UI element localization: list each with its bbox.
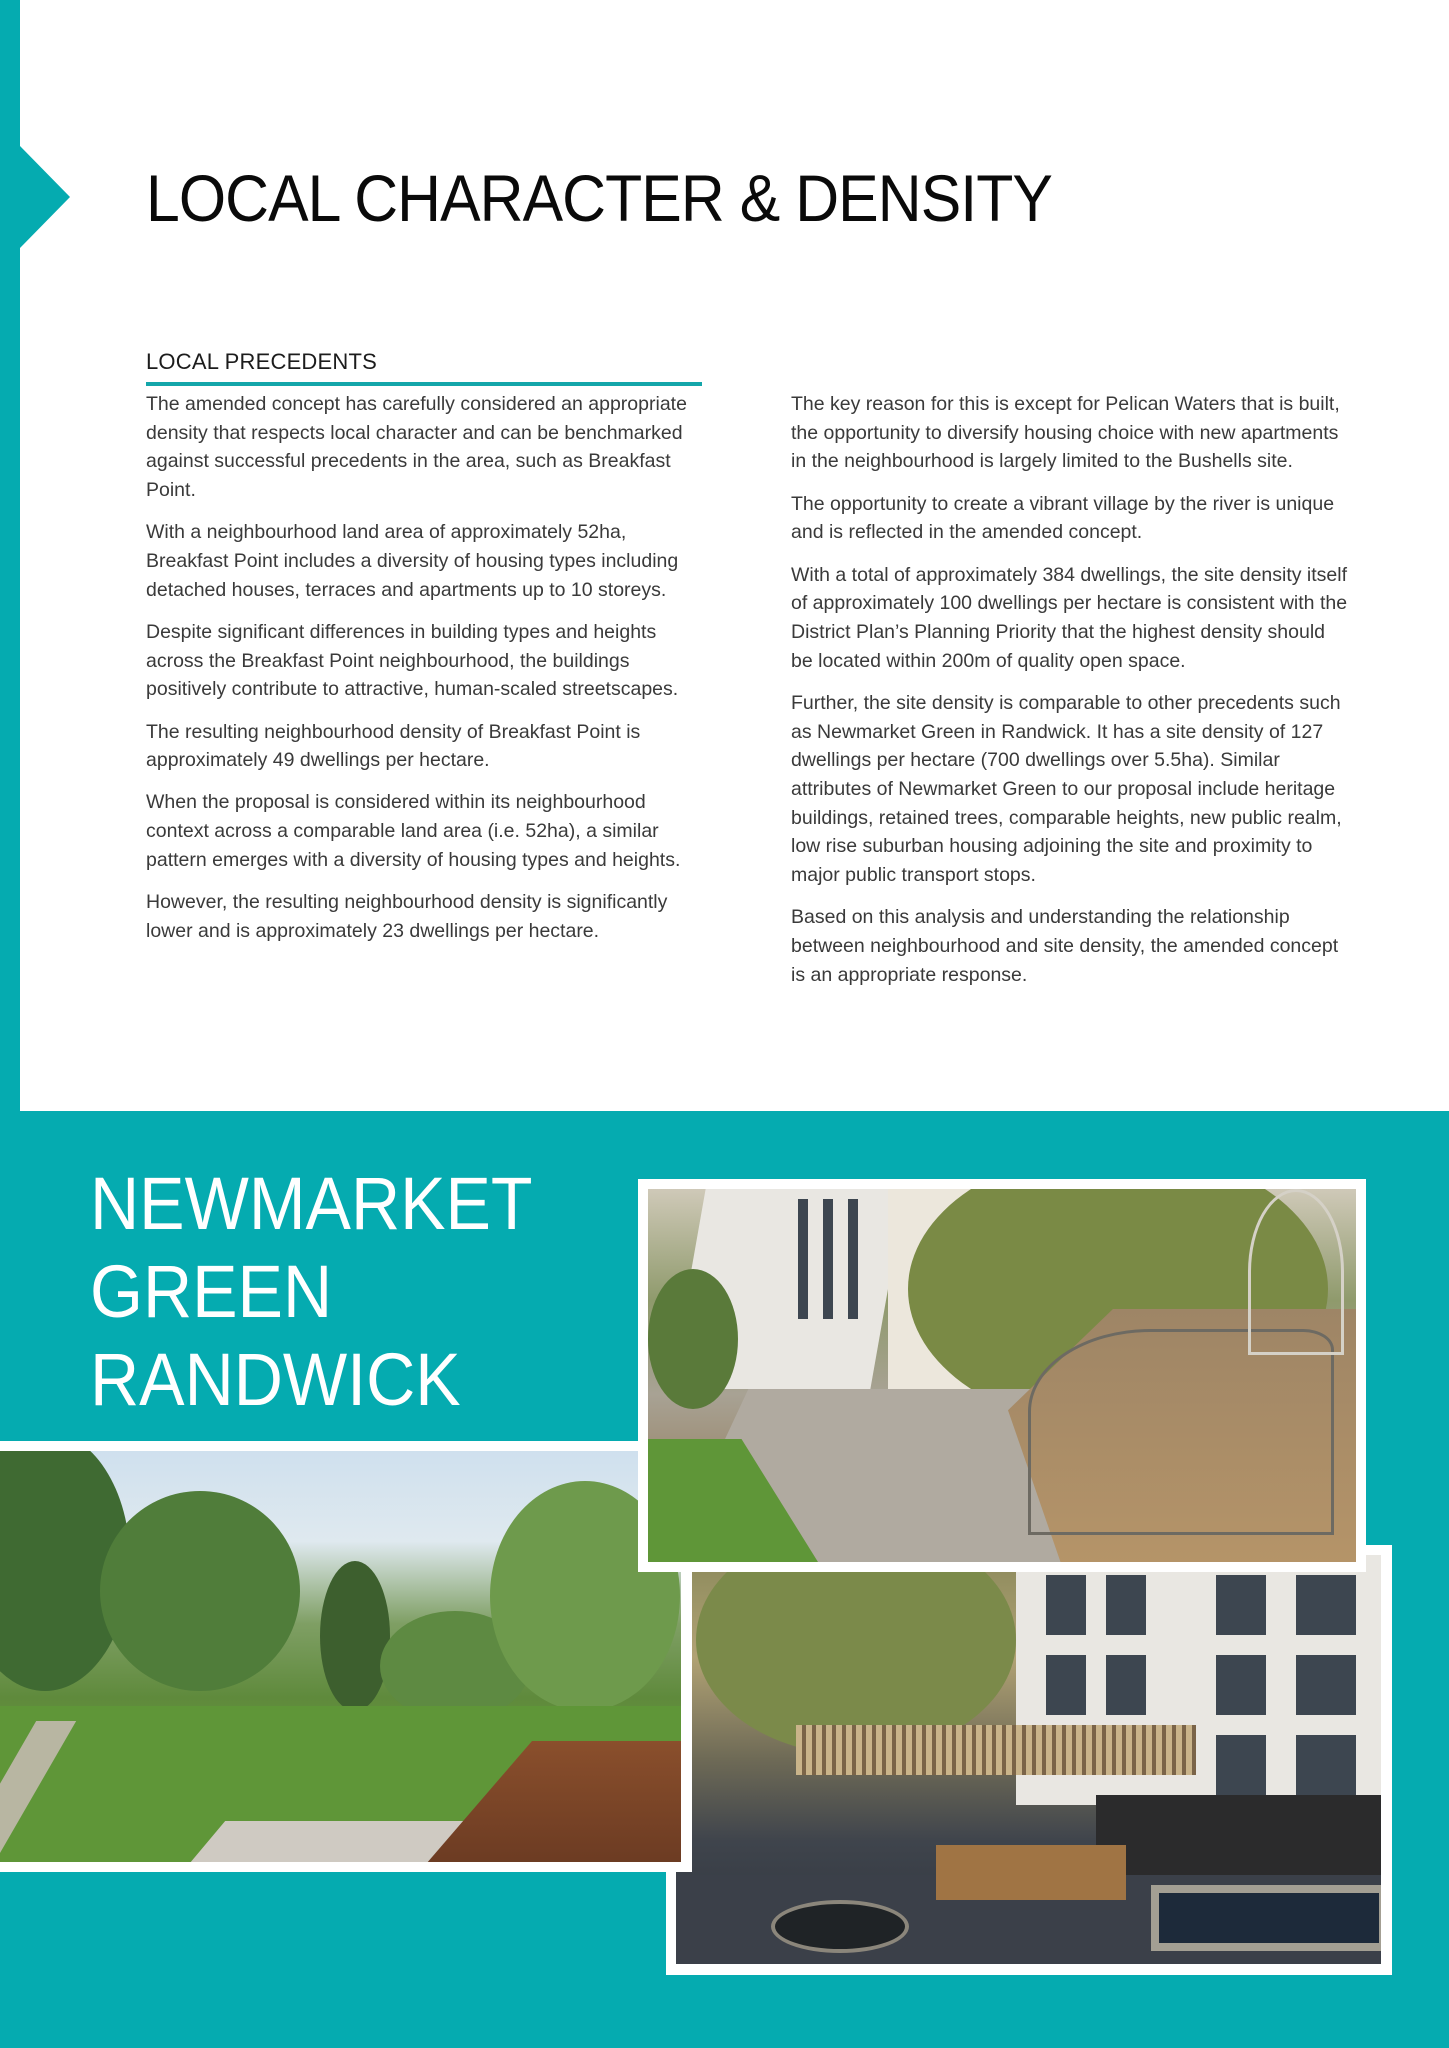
left-column [146,344,702,959]
side-accent-bar [0,0,20,1111]
feature-title-line: GREEN [90,1250,333,1333]
photo-retail-plaza [676,1555,1381,1964]
section-heading: LOCAL PRECEDENTS [146,344,702,386]
paragraph: The resulting neighbourhood density of Breakfast Point is approximately 49 dwellings per hectare. [146,720,641,772]
feature-title-line: NEWMARKET [90,1162,533,1245]
paragraph: Based on this analysis and understanding the relationship between neighbourhood and site density, the amended concept is an appropriate response. [791,906,1339,986]
paragraph: With a neighbourhood land area of approximately 52ha, Breakfast Point includes a diversity of housing types including detached houses, terraces and apartments up to 10 storeys. [146,521,679,601]
feature-title [90,1160,533,1424]
paragraph: The amended concept has carefully considered an appropriate density that respects local character and can be benchmarked against successful precedents in the area, such as Breakfast Point. [146,393,687,502]
photo-park-lawn [0,1451,681,1862]
page-title: LOCAL CHARACTER & DENSITY [146,161,1052,235]
paragraph: With a total of approximately 384 dwellings, the site density itself of approximately 100 dwellings per hectare is consistent with the District Plan’s Planning Priority that the highest density should be located within 200m of quality open space. [791,563,1348,672]
paragraph: Despite significant differences in building types and heights across the Breakfast Point neighbourhood, the buildings positively contribute to attractive, human-scaled streetscapes. [146,620,679,701]
paragraph: Further, the site density is comparable to other precedents such as Newmarket Green in Randwick. It has a site density of 127 dwellings per hectare (700 dwellings over 5.5ha). Similar attributes of Newmarket Green to our proposal include heritage buildings, retained trees, comparable heights, new public realm, low rise suburban housing adjoining the site and proximity to major public transport stops. [791,691,1342,887]
photo-frame-park-lawn [0,1441,692,1872]
feature-title-line: RANDWICK [90,1338,461,1421]
photo-frame-courtyard-playground [638,1179,1366,1572]
right-column [791,390,1351,1003]
paragraph: The key reason for this is except for Pelican Waters that is built, the opportunity to diversify housing choice with new apartments in the neighbourhood is largely limited to the Bushells site. [791,393,1340,473]
section-arrow-icon [20,146,70,248]
paragraph: The opportunity to create a vibrant village by the river is unique and is reflected in the amended concept. [791,492,1335,544]
photo-courtyard-playground [648,1189,1356,1562]
paragraph: When the proposal is considered within its neighbourhood context across a comparable land area (i.e. 52ha), a similar pattern emerges with a diversity of housing types and heights. [146,791,681,871]
photo-frame-retail-plaza [666,1545,1392,1975]
paragraph: However, the resulting neighbourhood density is significantly lower and is approximately 23 dwellings per hectare. [146,891,668,942]
